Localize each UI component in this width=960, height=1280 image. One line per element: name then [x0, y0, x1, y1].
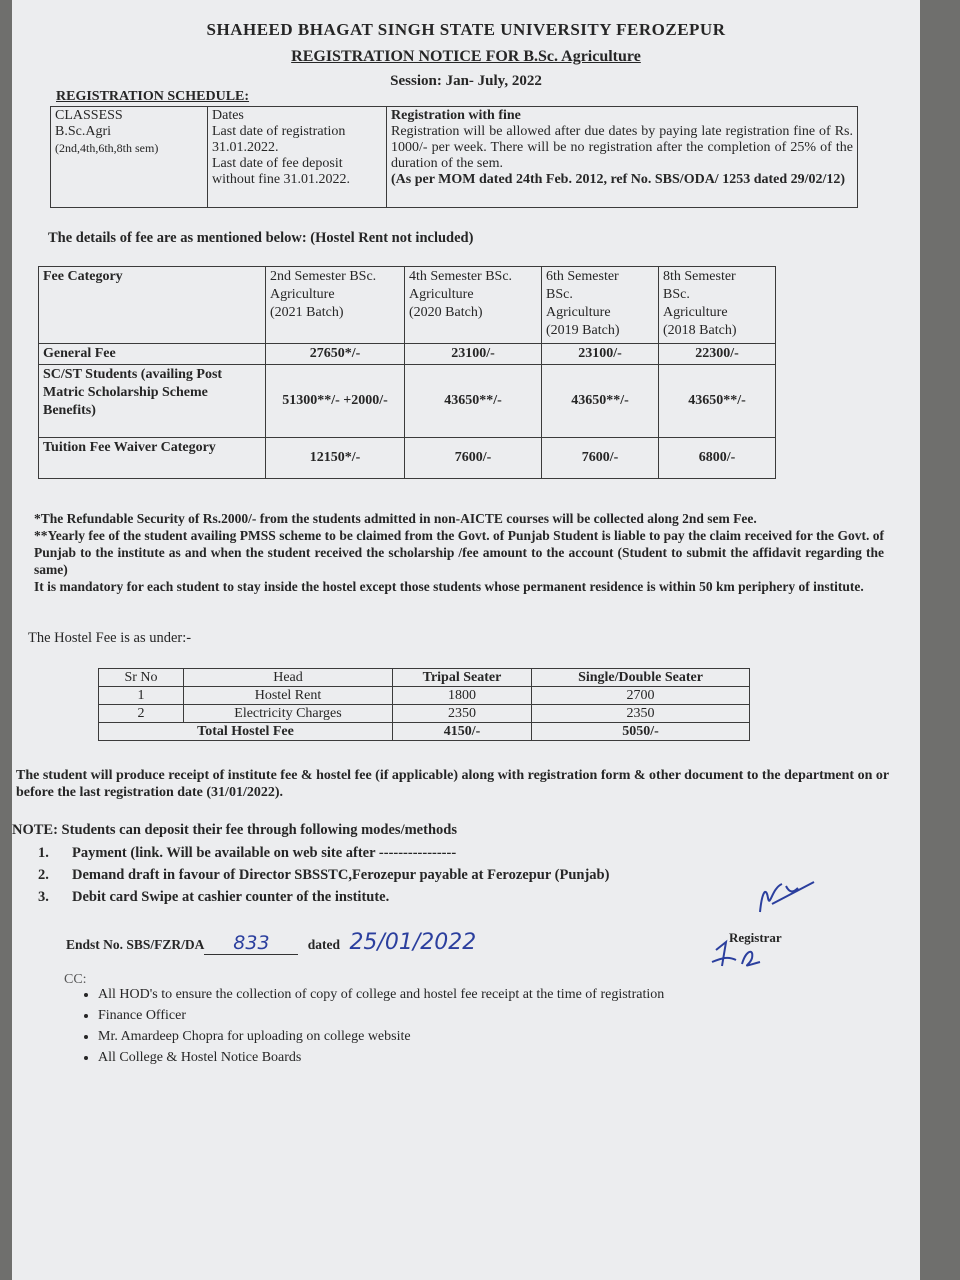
hostel-single: 2700 [532, 687, 750, 705]
hostel-total-triple: 4150/- [393, 723, 532, 741]
fine-text: Registration will be allowed after due dates by paying late registration fine of Rs. 1000/- per week. There will be no registration after the completion of 25% of the duration of the sem. [391, 124, 853, 171]
cc-label: CC: [64, 972, 87, 987]
semester-line: BSc. [663, 287, 690, 302]
fine-cell [387, 107, 858, 208]
semester-header-6th [542, 267, 659, 344]
semester-header-2nd [266, 267, 405, 344]
fee-value: 43650**/- [659, 365, 776, 438]
fee-value: 27650*/- [266, 344, 405, 365]
fee-value: 6800/- [659, 438, 776, 479]
semester-line: Agriculture [409, 287, 474, 302]
cc-item: • Finance Officer [98, 1005, 798, 1026]
semester-header-4th [405, 267, 542, 344]
fee-category: Tuition Fee Waiver Category [39, 438, 266, 479]
dates-line: Last date of fee deposit [212, 156, 343, 171]
note-pmss: **Yearly fee of the student availing PMSS scheme to be claimed from the Govt. of Punjab Student is liable to pay the claim received for the Govt. of Punjab to the institute as and when the student received the scholarship /fee amount to the account (Student to submit the affidavit regarding the same) [34, 528, 884, 577]
fee-value: 51300**/- +2000/- [266, 365, 405, 438]
dates-header: Dates [212, 108, 244, 123]
semester-line: Agriculture [663, 305, 728, 320]
endst-number: 833 [204, 932, 298, 955]
semester-line: 4th Semester BSc. [409, 269, 513, 284]
payment-item: 2. Demand draft in favour of Director SBSSTC,Ferozepur payable at Ferozepur (Punjab) [38, 867, 610, 883]
university-name: SHAHEED BHAGAT SINGH STATE UNIVERSITY FEROZEPUR [206, 20, 726, 39]
payment-item: 3. Debit card Swipe at cashier counter of the institute. [38, 889, 390, 905]
note-refundable-security: *The Refundable Security of Rs.2000/- from the students admitted in non-AICTE courses will be collected along 2nd sem Fee. [34, 511, 757, 526]
endst-label: Endst No. SBS/FZR/DA [66, 937, 205, 952]
hostel-head: Hostel Rent [184, 687, 393, 705]
semester-line: 6th Semester [546, 269, 619, 284]
fine-title: Registration with fine [391, 108, 521, 123]
dated-label: dated [307, 937, 341, 952]
fee-value: 22300/- [659, 344, 776, 365]
semester-line: (2019 Batch) [546, 323, 620, 338]
semester-header-8th [659, 267, 776, 344]
semester-line: (2020 Batch) [409, 305, 483, 320]
fee-row-tuition-waiver [39, 438, 776, 479]
dates-line: without fine 31.01.2022. [212, 172, 351, 187]
hostel-head: Electricity Charges [184, 705, 393, 723]
fee-value: 23100/- [542, 344, 659, 365]
fee-notes [34, 510, 884, 595]
fee-value: 7600/- [405, 438, 542, 479]
classes-cell [51, 107, 208, 208]
payment-title: NOTE: Students can deposit their fee through following modes/methods [12, 822, 457, 838]
classes-header: CLASSESS [55, 108, 123, 123]
hostel-total-label: Total Hostel Fee [99, 723, 393, 741]
payment-item: 1. Payment (link. Will be available on web site after ---------------- [38, 845, 457, 861]
semester-line: (2018 Batch) [663, 323, 737, 338]
notice-page [12, 0, 920, 1280]
hostel-triple: 1800 [393, 687, 532, 705]
hostel-fee-table [98, 668, 750, 741]
class-semesters: (2nd,4th,6th,8th sem) [55, 141, 159, 155]
hostel-row-total [99, 723, 750, 741]
schedule-heading: REGISTRATION SCHEDULE: [56, 89, 250, 104]
schedule-table [50, 106, 858, 208]
hostel-sr: 2 [99, 705, 184, 723]
hostel-triple: 2350 [393, 705, 532, 723]
hostel-row-rent [99, 687, 750, 705]
fee-value: 12150*/- [266, 438, 405, 479]
endorsement [66, 930, 476, 955]
hostel-col-triple: Tripal Seater [393, 669, 532, 687]
hostel-col-single: Single/Double Seater [532, 669, 750, 687]
note-hostel-mandatory: It is mandatory for each student to stay inside the hostel except those students whose permanent residence is within 50 km periphery of institute. [34, 579, 864, 594]
hostel-col-head: Head [184, 669, 393, 687]
semester-line: 8th Semester [663, 269, 736, 284]
receipt-note: The student will produce receipt of institute fee & hostel fee (if applicable) along with registration form & other document to the department on or before the last registration date (31/01/2022). [16, 768, 889, 800]
dates-cell [208, 107, 387, 208]
semester-line: BSc. [546, 287, 573, 302]
dates-line: Last date of registration [212, 124, 346, 139]
cc-item: • All HOD's to ensure the collection of copy of college and hostel fee receipt at the time of registration [98, 984, 798, 1005]
semester-line: Agriculture [546, 305, 611, 320]
hostel-single: 2350 [532, 705, 750, 723]
class-name: B.Sc.Agri [55, 124, 111, 139]
fee-value: 7600/- [542, 438, 659, 479]
fee-value: 43650**/- [405, 365, 542, 438]
cc-item: • Mr. Amardeep Chopra for uploading on college website [98, 1026, 798, 1047]
endst-date: 25/01/2022 [349, 930, 477, 955]
fine-reference: (As per MOM dated 24th Feb. 2012, ref No. SBS/ODA/ 1253 dated 29/02/12) [391, 172, 846, 187]
fee-category: General Fee [39, 344, 266, 365]
fee-value: 23100/- [405, 344, 542, 365]
hostel-col-sr: Sr No [99, 669, 184, 687]
hostel-intro: The Hostel Fee is as under:- [28, 630, 192, 646]
dates-line: 31.01.2022. [212, 140, 279, 155]
session-line: Session: Jan- July, 2022 [390, 73, 542, 89]
payment-list [38, 842, 609, 908]
hostel-row-electricity [99, 705, 750, 723]
registrar-signature-icon [702, 878, 822, 978]
fee-category: SC/ST Students (availing Post Matric Scholarship Scheme Benefits) [39, 365, 266, 438]
fee-row-general [39, 344, 776, 365]
registrar-label: Registrar [729, 930, 782, 945]
fee-category-header: Fee Category [39, 267, 266, 344]
hostel-sr: 1 [99, 687, 184, 705]
cc-list [48, 984, 798, 1068]
notice-title: REGISTRATION NOTICE FOR B.Sc. Agriculture [291, 48, 641, 65]
fee-value: 43650**/- [542, 365, 659, 438]
fee-intro: The details of fee are as mentioned below: (Hostel Rent not included) [48, 230, 474, 246]
fee-table [38, 266, 776, 479]
semester-line: (2021 Batch) [270, 305, 344, 320]
fee-row-scst [39, 365, 776, 438]
hostel-total-single: 5050/- [532, 723, 750, 741]
semester-line: Agriculture [270, 287, 335, 302]
cc-item: • All College & Hostel Notice Boards [98, 1047, 798, 1068]
semester-line: 2nd Semester BSc. [270, 269, 377, 284]
